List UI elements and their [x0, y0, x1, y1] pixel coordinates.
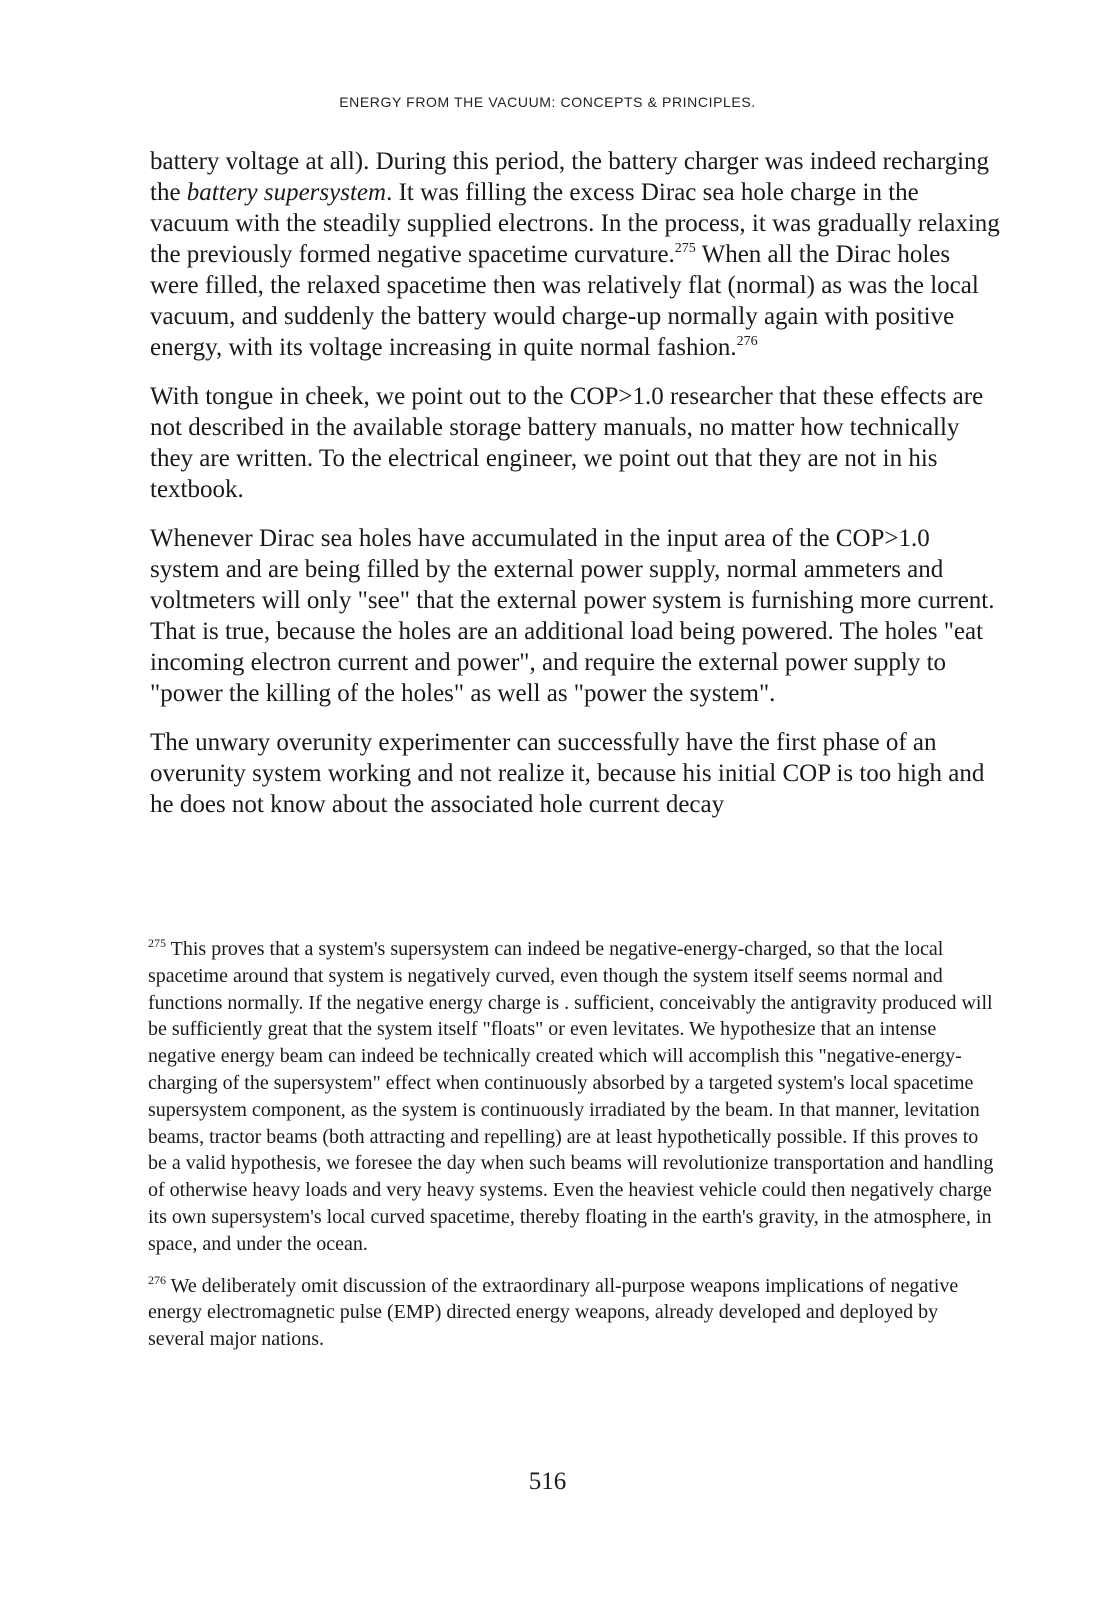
footnote-number: 275	[148, 936, 166, 950]
footnote-276	[148, 1273, 998, 1353]
footnote-ref-275[interactable]: 275	[674, 241, 696, 256]
page-number: 516	[528, 1468, 567, 1495]
footnote-ref-276[interactable]: 276	[736, 334, 758, 349]
footnote-text: We deliberately omit discussion of the extraordinary all-purpose weapons implications of negative energy electromagnetic pulse (EMP) directed energy weapons, already developed and deployed by several major nations.	[148, 1274, 959, 1351]
footnote-number: 276	[148, 1272, 166, 1287]
running-header: ENERGY FROM THE VACUUM: CONCEPTS & PRINCIPLES.	[339, 94, 756, 110]
footnotes	[148, 936, 998, 1368]
paragraph-3: Whenever Dirac sea holes have accumulated in the input area of the COP>1.0 system and are being filled by the external power supply, normal ammeters and voltmeters will only "see" that the external power system is furnishing more current. That is true, because the holes are an additional load being powered. The holes "eat incoming electron current and power", and require the external power supply to "power the killing of the holes" as well as "power the system".	[150, 525, 995, 707]
italic-term: battery supersystem	[186, 179, 387, 206]
footnote-275	[148, 936, 998, 1258]
paragraph-4: The unwary overunity experimenter can successfully have the first phase of an overunity system working and not realize it, because his initial COP is too high and he does not know about the associated hole current decay	[150, 729, 985, 818]
paragraph-1: battery voltage at all). During this period, the battery charger was indeed recharging the battery supersystem. It was filling the excess Dirac sea hole charge in the vacuum with the steadily supplied electrons. In the process, it was gradually relaxing the previously formed negative spacetime curvature.$^{275}$ When all the Dirac holes were filled, the relaxed spacetime then was relatively flat (normal) as was the local vacuum, and suddenly the battery would charge-up normally again with positive energy, with its voltage increasing in quite normal fashion.$^{276}$	[150, 148, 1000, 361]
body-text	[150, 146, 1000, 838]
paragraph-2: With tongue in cheek, we point out to the COP>1.0 researcher that these effects are not described in the available storage battery manuals, no matter how technically they are written. To the electrical engineer, we point out that they are not in his textbook.	[150, 383, 984, 503]
footnote-text: This proves that a system's supersystem can indeed be negative-energy-charged, so that the local spacetime around that system is negatively curved, even though the system itself seems normal and functions normally. If the negative energy charge is . sufficient, conceivably the antigravity produced will be sufficiently great that the system itself "floats" or even levitates. We hypothesize that an intense negative energy beam can indeed be technically created which will accomplish this "negative-energy-charging of the supersystem" effect when continuously absorbed by a targeted system's local spacetime supersystem component, as the system is continuously irradiated by the beam. In that manner, levitation beams, tractor beams (both attracting and repelling) are at least hypothetically possible. If this proves to be a valid hypothesis, we foresee the day when such beams will revolutionize transportation and handling of otherwise heavy loads and very heavy systems. Even the heaviest vehicle could then negatively charge its own supersystem's local curved spacetime, thereby floating in the earth's gravity, in the atmosphere, in space, and under the ocean.	[148, 938, 994, 1255]
